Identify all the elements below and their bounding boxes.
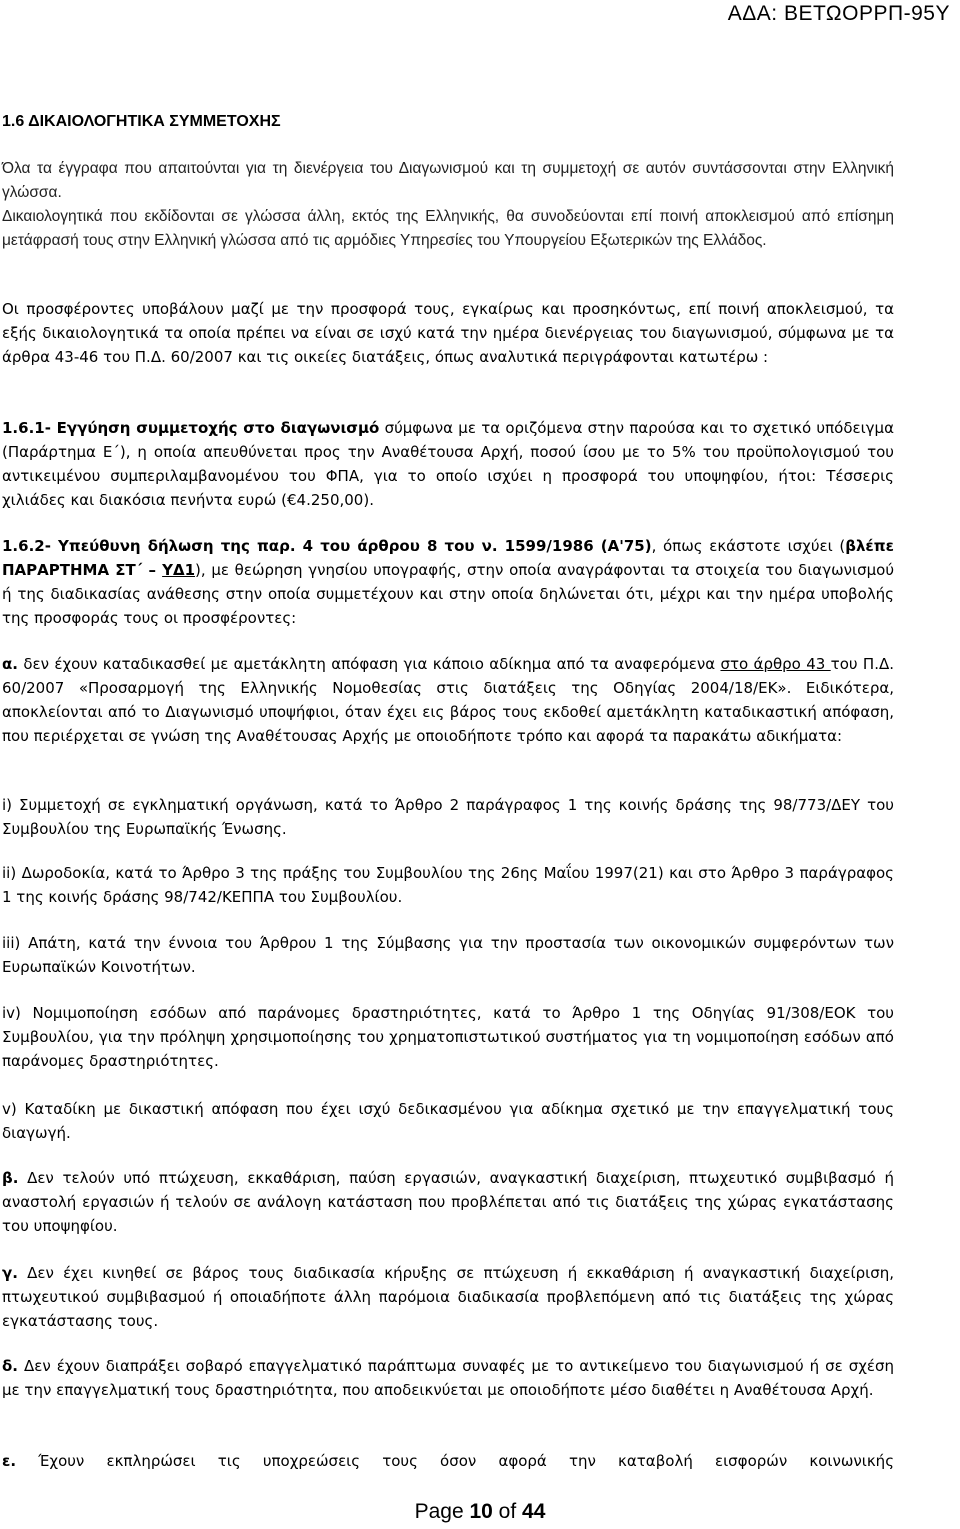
gamma-paragraph <box>2 1261 894 1333</box>
subitem-ii: ii) Δωροδοκία, κατά το Άρθρο 3 της πράξης του Συμβουλίου της 26ης Μαΐου 1997(21) και στο Άρθρο 3 παράγραφος 1 της κοινής δράσης 98/742/ΚΕΠΠΑ του Συμβουλίου. <box>2 864 894 906</box>
epsilon-label: ε. <box>2 1452 17 1470</box>
item-1-6-2-label: 1.6.2- Υπεύθυνη δήλωση της παρ. 4 του άρθρου 8 του ν. 1599/1986 (Α'75) <box>2 537 652 555</box>
alpha-text1: δεν έχουν καταδικασθεί με αμετάκλητη απόφαση για κάποιο αδίκημα από τα αναφερόμενα <box>18 655 721 673</box>
page-footer <box>0 1500 960 1524</box>
delta-paragraph <box>2 1354 894 1402</box>
item-1-6-1-label: 1.6.1- Εγγύηση συμμετοχής στο διαγωνισμό <box>2 419 380 437</box>
beta-text: Δεν τελούν υπό πτώχευση, εκκαθάριση, παύση εργασιών, αναγκαστική διαχείριση, πτωχευτικό συμβιβασμό ή αναστολή εργασιών ή τελούν σε ανάλογη κατάσταση που προβλέπεται από τις διατάξεις της χώρας εγκατάστασης του υποψηφίου. <box>2 1169 894 1235</box>
item-1-6-2-text1: , όπως εκάστοτε ισχύει ( <box>651 537 846 555</box>
item-1-6-1-end: ). <box>363 491 374 509</box>
offerors-paragraph: Οι προσφέροντες υποβάλουν μαζί με την προσφορά τους, εγκαίρως και προσηκόντως, επί ποινή αποκλεισμού, τα εξής δικαιολογητικά τα οποία πρέπει να είναι σε ισχύ κατά την ημέρα διενέργειας του διαγωνισμού, σύμφωνα με τα άρθρα 43-46 του Π.Δ. 60/2007 και τις οικείες διατάξεις, όπως αναλυτικά περιγράφονται κατωτέρω : <box>2 300 894 366</box>
alpha-label: α. <box>2 655 19 673</box>
footer-mid: of <box>492 1500 523 1523</box>
subitem-iv: iv) Νομιμοποίηση εσόδων από παράνομες δραστηριότητες, κατά το Άρθρο 1 της Οδηγίας 91/308/ΕΟΚ του Συμβουλίου, για την πρόληψη χρησιμοποίησης του χρηματοπιστωτικού συστήματος για τη νομιμοποίηση εσόδων από παράνομες δραστηριότητες. <box>2 1004 894 1070</box>
page-number: 10 <box>469 1500 493 1523</box>
beta-label: β. <box>2 1169 19 1187</box>
footer-prefix: Page <box>414 1500 470 1523</box>
section-title: 1.6 ΔΙΚΑΙΟΛΟΓΗΤΙΚΑ ΣΥΜΜΕΤΟΧΗΣ <box>2 113 281 130</box>
intro-paragraph-2: Δικαιολογητικά που εκδίδονται σε γλώσσα άλλη, εκτός της Ελληνικής, θα συνοδεύονται επί ποινή αποκλεισμού από επίσημη μετάφρασή τους στην Ελληνική γλώσσα από τις αρμόδιες Υπηρεσίες του Υπουργείου Εξωτερικών της Ελλάδος. <box>2 208 894 249</box>
intro-paragraph-1: Όλα τα έγγραφα που απαιτούνται για τη διενέργεια του Διαγωνισμού και τη συμμετοχή σε αυτόν συντάσσονται στην Ελληνική γλώσσα. <box>2 160 894 201</box>
item-1-6-2-see: βλέπε ΠΑΡΑΡΤΗΜΑ ΣΤ΄ – <box>2 537 894 579</box>
alpha-link[interactable]: στο άρθρο 43 <box>720 655 831 673</box>
delta-label: δ. <box>2 1357 19 1375</box>
subitem-v: v) Καταδίκη με δικαστική απόφαση που έχει ισχύ δεδικασμένου για αδίκημα σχετικό με την επαγγελματική τους διαγωγή. <box>2 1100 894 1142</box>
subitem-i: i) Συμμετοχή σε εγκληματική οργάνωση, κατά το Άρθρο 2 παράγραφος 1 της κοινής δράσης της 98/773/ΔΕΥ του Συμβουλίου της Ευρωπαϊκής Ένωσης. <box>2 796 894 838</box>
item-1-6-2 <box>2 534 894 630</box>
alpha-text2: του Π.Δ. 60/2007 «Προσαρμογή της Ελληνικής Νομοθεσίας στις διατάξεις της Οδηγίας 2004/18/ΕΚ». Ειδικότερα, αποκλείονται από το Διαγωνισμό υποψήφιοι, όταν έχει εις βάρος τους εκδοθεί αμετάκλητη καταδικαστική απόφαση, που περιέρχεται σε γνώση της Αναθέτουσας Αρχής με οποιοδήποτε τρόπο και αφορά τα παρακάτω αδικήματα: <box>2 655 895 745</box>
delta-text: Δεν έχουν διαπράξει σοβαρό επαγγελματικό παράπτωμα συναφές με το αντικείμενο του διαγωνισμού ή σε σχέση με την επαγγελματική τους δραστηριότητα, που αποδεικνύεται με οποιοδήποτε μέσο διαθέτει η Αναθέτουσα Αρχή. <box>2 1357 894 1399</box>
subitem-iii: iii) Απάτη, κατά την έννοια του Άρθρου 1 της Σύμβασης για την προστασία των οικονομικών συμφερόντων των Ευρωπαϊκών Κοινοτήτων. <box>2 934 894 976</box>
alpha-paragraph <box>2 652 894 748</box>
epsilon-paragraph <box>2 1449 894 1473</box>
item-1-6-1-amount: €4.250,00 <box>287 491 364 509</box>
item-1-6-1 <box>2 416 894 512</box>
beta-paragraph <box>2 1166 894 1238</box>
gamma-label: γ. <box>2 1264 18 1282</box>
page-total: 44 <box>522 1500 546 1523</box>
item-1-6-2-yd: ΥΔ1 <box>162 561 196 579</box>
gamma-text: Δεν έχει κινηθεί σε βάρος τους διαδικασία κήρυξης σε πτώχευση ή εκκαθάριση ή αναγκαστική διαχείριση, πτωχευτικού συμβιβασμού ή οποιαδήποτε άλλη παρόμοια διαδικασία προβλεπόμενη από τις διατάξεις της χώρας εγκατάστασης τους. <box>2 1264 894 1330</box>
ada-header: ΑΔΑ: ΒΕΤΩΟΡΡΠ-95Υ <box>727 2 950 25</box>
item-1-6-1-text: σύμφωνα με τα οριζόμενα στην παρούσα και το σχετικό υπόδειγμα (Παράρτημα Ε΄), η οποία απευθύνεται προς την Αναθέτουσα Αρχή, ποσού ίσου με το 5% του προϋπολογισμού του αντικειμένου συμπεριλαμβανομένου του ΦΠΑ, για το οποίο ισχύει η προσφορά του υποψηφίου, ήτοι: Τέσσερις χιλιάδες και διακόσια πενήντα ευρώ ( <box>2 419 894 509</box>
item-1-6-2-text2: ), με θεώρηση γνησίου υπογραφής, στην οποία αναγράφονται τα στοιχεία του διαγωνισμού ή της διαδικασίας ανάθεσης στην οποία συμμετέχουν και στην οποία δηλώνεται ότι, μέχρι και την ημέρα υποβολής της προσφοράς τους οι προσφέροντες: <box>2 561 894 627</box>
epsilon-text: Έχουν εκπληρώσει τις υποχρεώσεις τους όσον αφορά την καταβολή εισφορών κοινωνικής <box>16 1452 894 1470</box>
